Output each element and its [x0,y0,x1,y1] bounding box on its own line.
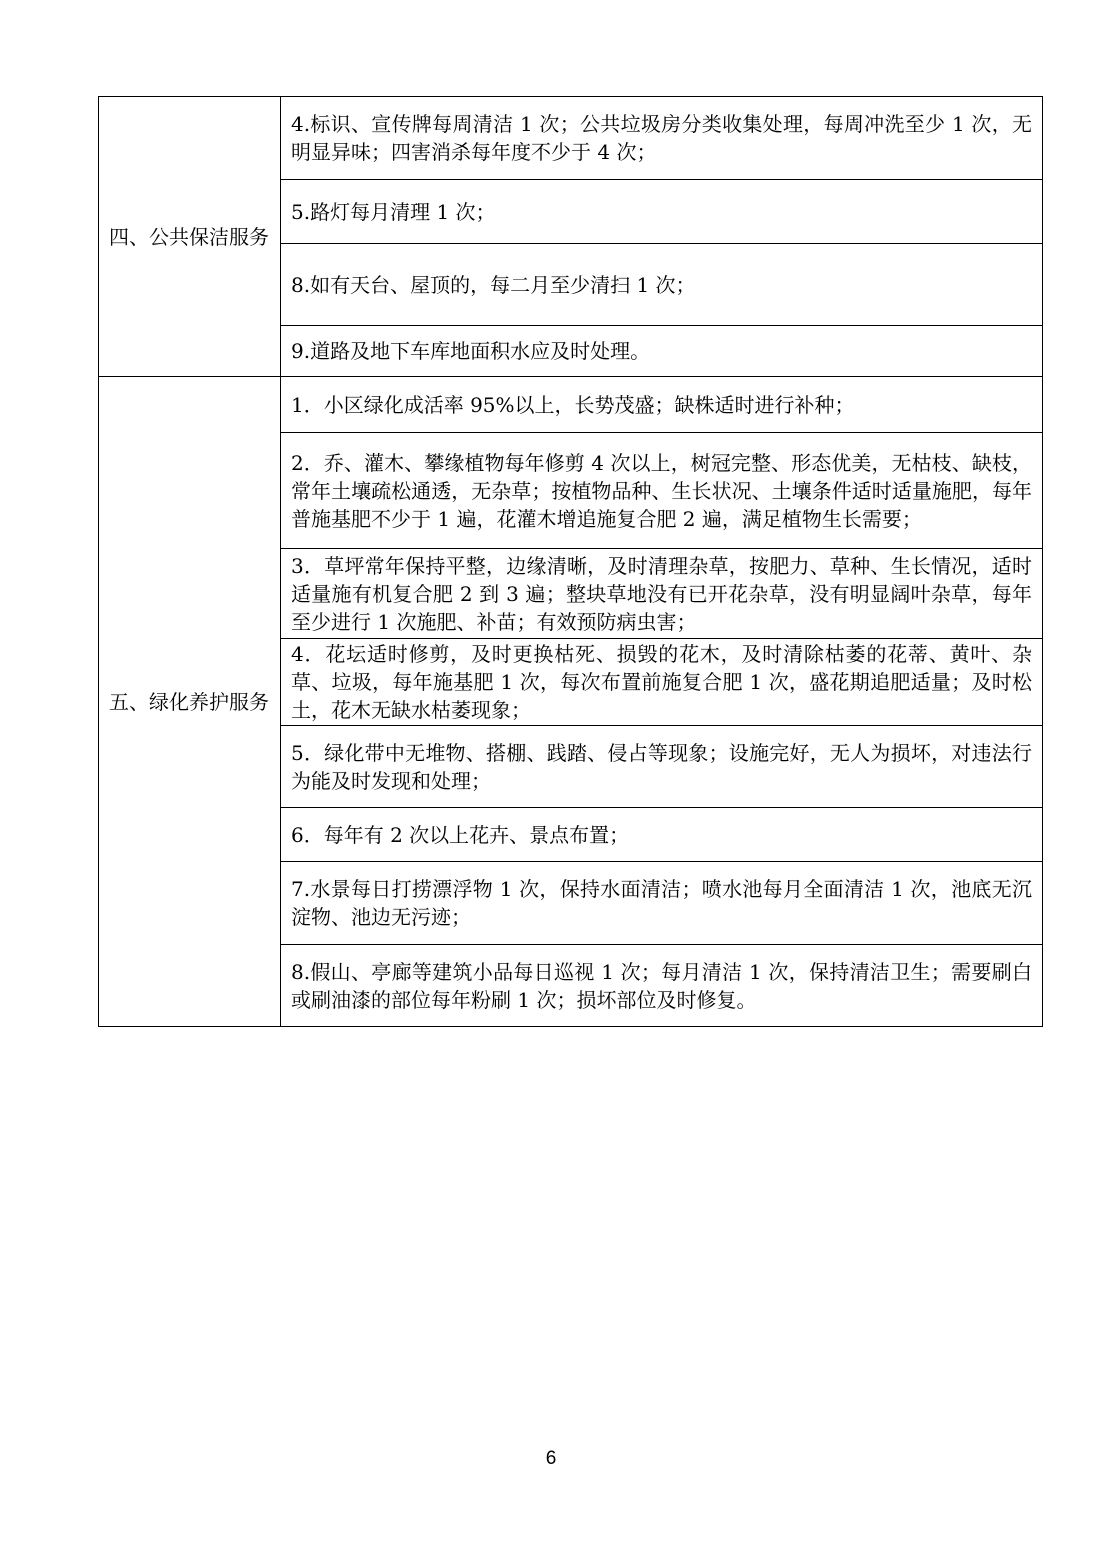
standard-cell: 7.水景每日打捞漂浮物 1 次，保持水面清洁；喷水池每月全面清洁 1 次，池底无沉淀物、池边无污迹； [281,862,1043,945]
standard-cell: 3．草坪常年保持平整，边缘清晰，及时清理杂草，按肥力、草种、生长情况，适时适量施有机复合肥 2 到 3 遍；整块草地没有已开花杂草，没有明显阔叶杂草，每年至少进行 1 次施肥、补苗；有效预防病虫害； [281,549,1043,639]
standard-cell: 8.假山、亭廊等建筑小品每日巡视 1 次；每月清洁 1 次，保持清洁卫生；需要刷白或刷油漆的部位每年粉刷 1 次；损坏部位及时修复。 [281,945,1043,1027]
standard-cell: 9.道路及地下车库地面积水应及时处理。 [281,326,1043,377]
service-standards-table [98,96,1043,1027]
category-cell-public-cleaning: 四、公共保洁服务 [99,97,281,377]
standard-cell: 4．花坛适时修剪，及时更换枯死、损毁的花木，及时清除枯萎的花蒂、黄叶、杂草、垃圾，每年施基肥 1 次，每次布置前施复合肥 1 次，盛花期追肥适量；及时松土，花木无缺水枯萎现象； [281,639,1043,726]
standard-cell: 5.路灯每月清理 1 次； [281,180,1043,244]
page-number: 6 [545,1448,557,1469]
table-row [99,377,1043,433]
standard-cell: 1．小区绿化成活率 95%以上，长势茂盛；缺株适时进行补种； [281,377,1043,433]
standard-cell: 5．绿化带中无堆物、搭棚、践踏、侵占等现象；设施完好，无人为损坏，对违法行为能及时发现和处理； [281,726,1043,808]
standard-cell: 6．每年有 2 次以上花卉、景点布置； [281,808,1043,862]
standard-cell: 4.标识、宣传牌每周清洁 1 次；公共垃圾房分类收集处理，每周冲洗至少 1 次，无明显异味；四害消杀每年度不少于 4 次； [281,97,1043,180]
standard-cell: 8.如有天台、屋顶的，每二月至少清扫 1 次； [281,244,1043,326]
table-row [99,97,1043,180]
standard-cell: 2．乔、灌木、攀缘植物每年修剪 4 次以上，树冠完整、形态优美，无枯枝、缺枝，常年土壤疏松通透，无杂草；按植物品种、生长状况、土壤条件适时适量施肥，每年普施基肥不少于 1 遍，花灌木增追施复合肥 2 遍，满足植物生长需要； [281,433,1043,549]
category-cell-greening: 五、绿化养护服务 [99,377,281,1027]
